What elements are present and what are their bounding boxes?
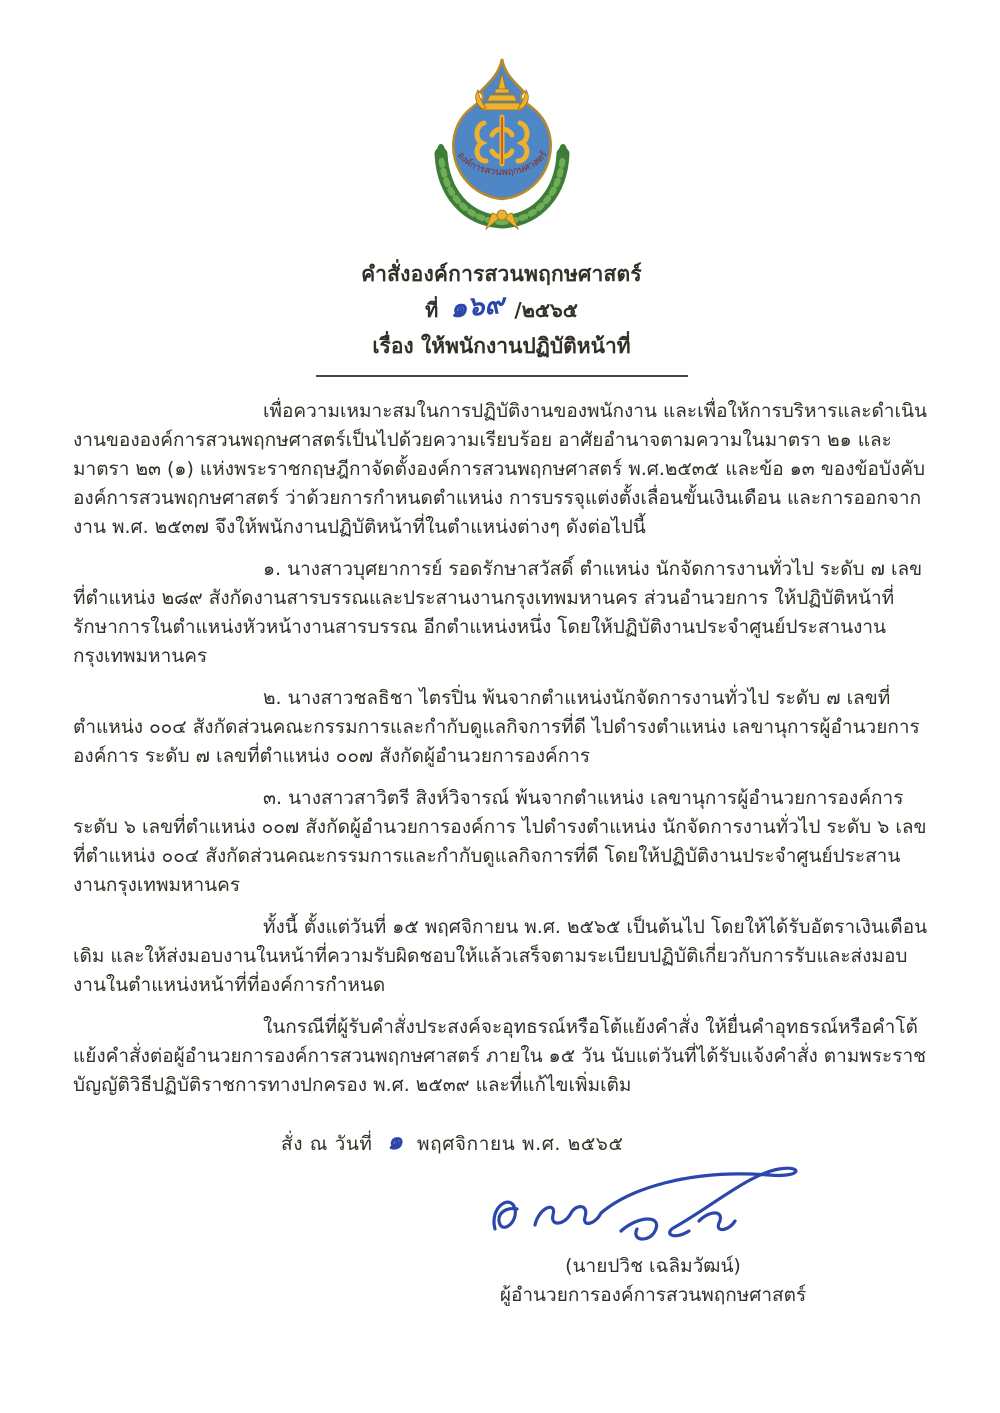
subject-line: เรื่อง ให้พนักงานปฏิบัติหน้าที่: [372, 334, 631, 358]
organization-seal: [73, 52, 930, 248]
signer-name: (นายปวิช เฉลิมวัฒน์): [565, 1255, 741, 1277]
order-number-prefix: ที่: [425, 298, 439, 322]
assignment-item-2: ๒. นางสาวชลธิชา ไตรปิ่น พ้นจากตำแหน่งนักจัดการงานทั่วไป ระดับ ๗ เลขที่ตำแหน่ง ๐๐๔ สังกัดส่วนคณะกรรมการและกำกับดูแลกิจการที่ดี ไปดำรงตำแหน่ง เลขานุการผู้อำนวยการองค์การ ระดับ ๗ เลขที่ตำแหน่ง ๐๐๗ สังกัดผู้อำนวยการองค์การ: [73, 687, 920, 767]
botanical-garden-seal-icon: [422, 52, 582, 244]
signature-block: [423, 1163, 883, 1309]
intro-paragraph: เพื่อความเหมาะสมในการปฏิบัติงานของพนักงาน และเพื่อให้การบริหารและดำเนินงานขององค์การสวนพฤกษศาสตร์เป็นไปด้วยความเรียบร้อย อาศัยอำนาจตามความในมาตรา ๒๑ และมาตรา ๒๓ (๑) แห่งพระราชกฤษฎีกาจัดตั้งองค์การสวนพฤกษศาสตร์ พ.ศ.๒๕๓๕ และข้อ ๑๓ ของข้อบังคับองค์การสวนพฤกษศาสตร์ ว่าด้วยการกำหนดตำแหน่ง การบรรจุแต่งตั้งเลื่อนขั้นเงินเดือน และการออกจากงาน พ.ศ. ๒๕๓๗ จึงให้พนักงานปฏิบัติหน้าที่ในตำแหน่งต่างๆ ดังต่อไปนี้: [73, 400, 927, 538]
issued-suffix: พฤศจิกายน พ.ศ. ๒๕๖๕: [417, 1133, 624, 1155]
effective-date-paragraph: ทั้งนี้ ตั้งแต่วันที่ ๑๕ พฤศจิกายน พ.ศ. ๒๕๖๕ เป็นต้นไป โดยให้ได้รับอัตราเงินเดือนเดิม และให้ส่งมอบงานในหน้าที่ความรับผิดชอบให้แล้วเสร็จตามระเบียบปฏิบัติเกี่ยวกับการรับและส่งมอบงานในตำแหน่งหน้าที่ที่องค์การกำหนด: [73, 916, 928, 996]
issued-date-line: [73, 1125, 930, 1159]
order-number-line: [73, 288, 930, 326]
issued-prefix: สั่ง ณ วันที่: [281, 1133, 373, 1155]
document-heading: [73, 258, 930, 377]
signature-handwriting-icon: [473, 1163, 833, 1259]
signer-position: ผู้อำนวยการองค์การสวนพฤกษศาสตร์: [499, 1284, 807, 1306]
seal-curved-text: องค์การสวนพฤกษศาสตร์: [454, 149, 550, 179]
order-number-year: /๒๕๖๕: [514, 298, 578, 322]
assignment-item-3: ๓. นางสาวสาวิตรี สิงห์วิจารณ์ พ้นจากตำแหน่ง เลขานุการผู้อำนวยการองค์การ ระดับ ๖ เลขที่ตำแหน่ง ๐๐๗ สังกัดผู้อำนวยการองค์การ ไปดำรงตำแหน่ง นักจัดการงานทั่วไป ระดับ ๖ เลขที่ตำแหน่ง ๐๐๔ สังกัดส่วนคณะกรรมการและกำกับดูแลกิจการที่ดี โดยให้ปฏิบัติงานประจำศูนย์ประสานงานกรุงเทพมหานคร: [73, 787, 927, 896]
heading-divider: [316, 375, 688, 377]
appeal-paragraph: ในกรณีที่ผู้รับคำสั่งประสงค์จะอุทธรณ์หรือโต้แย้งคำสั่ง ให้ยื่นคำอุทธรณ์หรือคำโต้แย้งคำสั่งต่อผู้อำนวยการองค์การสวนพฤกษศาสตร์ ภายใน ๑๕ วัน นับแต่วันที่ได้รับแจ้งคำสั่ง ตามพระราชบัญญัติวิธีปฏิบัติราชการทางปกครอง พ.ศ. ๒๕๓๙ และที่แก้ไขเพิ่มเติม: [73, 1016, 927, 1096]
handwritten-issued-day: ๑: [385, 1125, 404, 1156]
handwritten-order-number: ๑๖๙: [449, 288, 506, 325]
order-title: คำสั่งองค์การสวนพฤกษศาสตร์: [361, 262, 642, 286]
assignment-item-1: ๑. นางสาวบุศยาการย์ รอดรักษาสวัสดิ์ ตำแหน่ง นักจัดการงานทั่วไป ระดับ ๗ เลขที่ตำแหน่ง ๒๘๙ สังกัดงานสารบรรณและประสานงานกรุงเทพมหานคร ส่วนอำนวยการ ให้ปฏิบัติหน้าที่รักษาการในตำแหน่งหัวหน้างานสารบรรณ อีกตำแหน่งหนึ่ง โดยให้ปฏิบัติงานประจำศูนย์ประสานงานกรุงเทพมหานคร: [73, 558, 923, 667]
document-body: [73, 397, 930, 1100]
